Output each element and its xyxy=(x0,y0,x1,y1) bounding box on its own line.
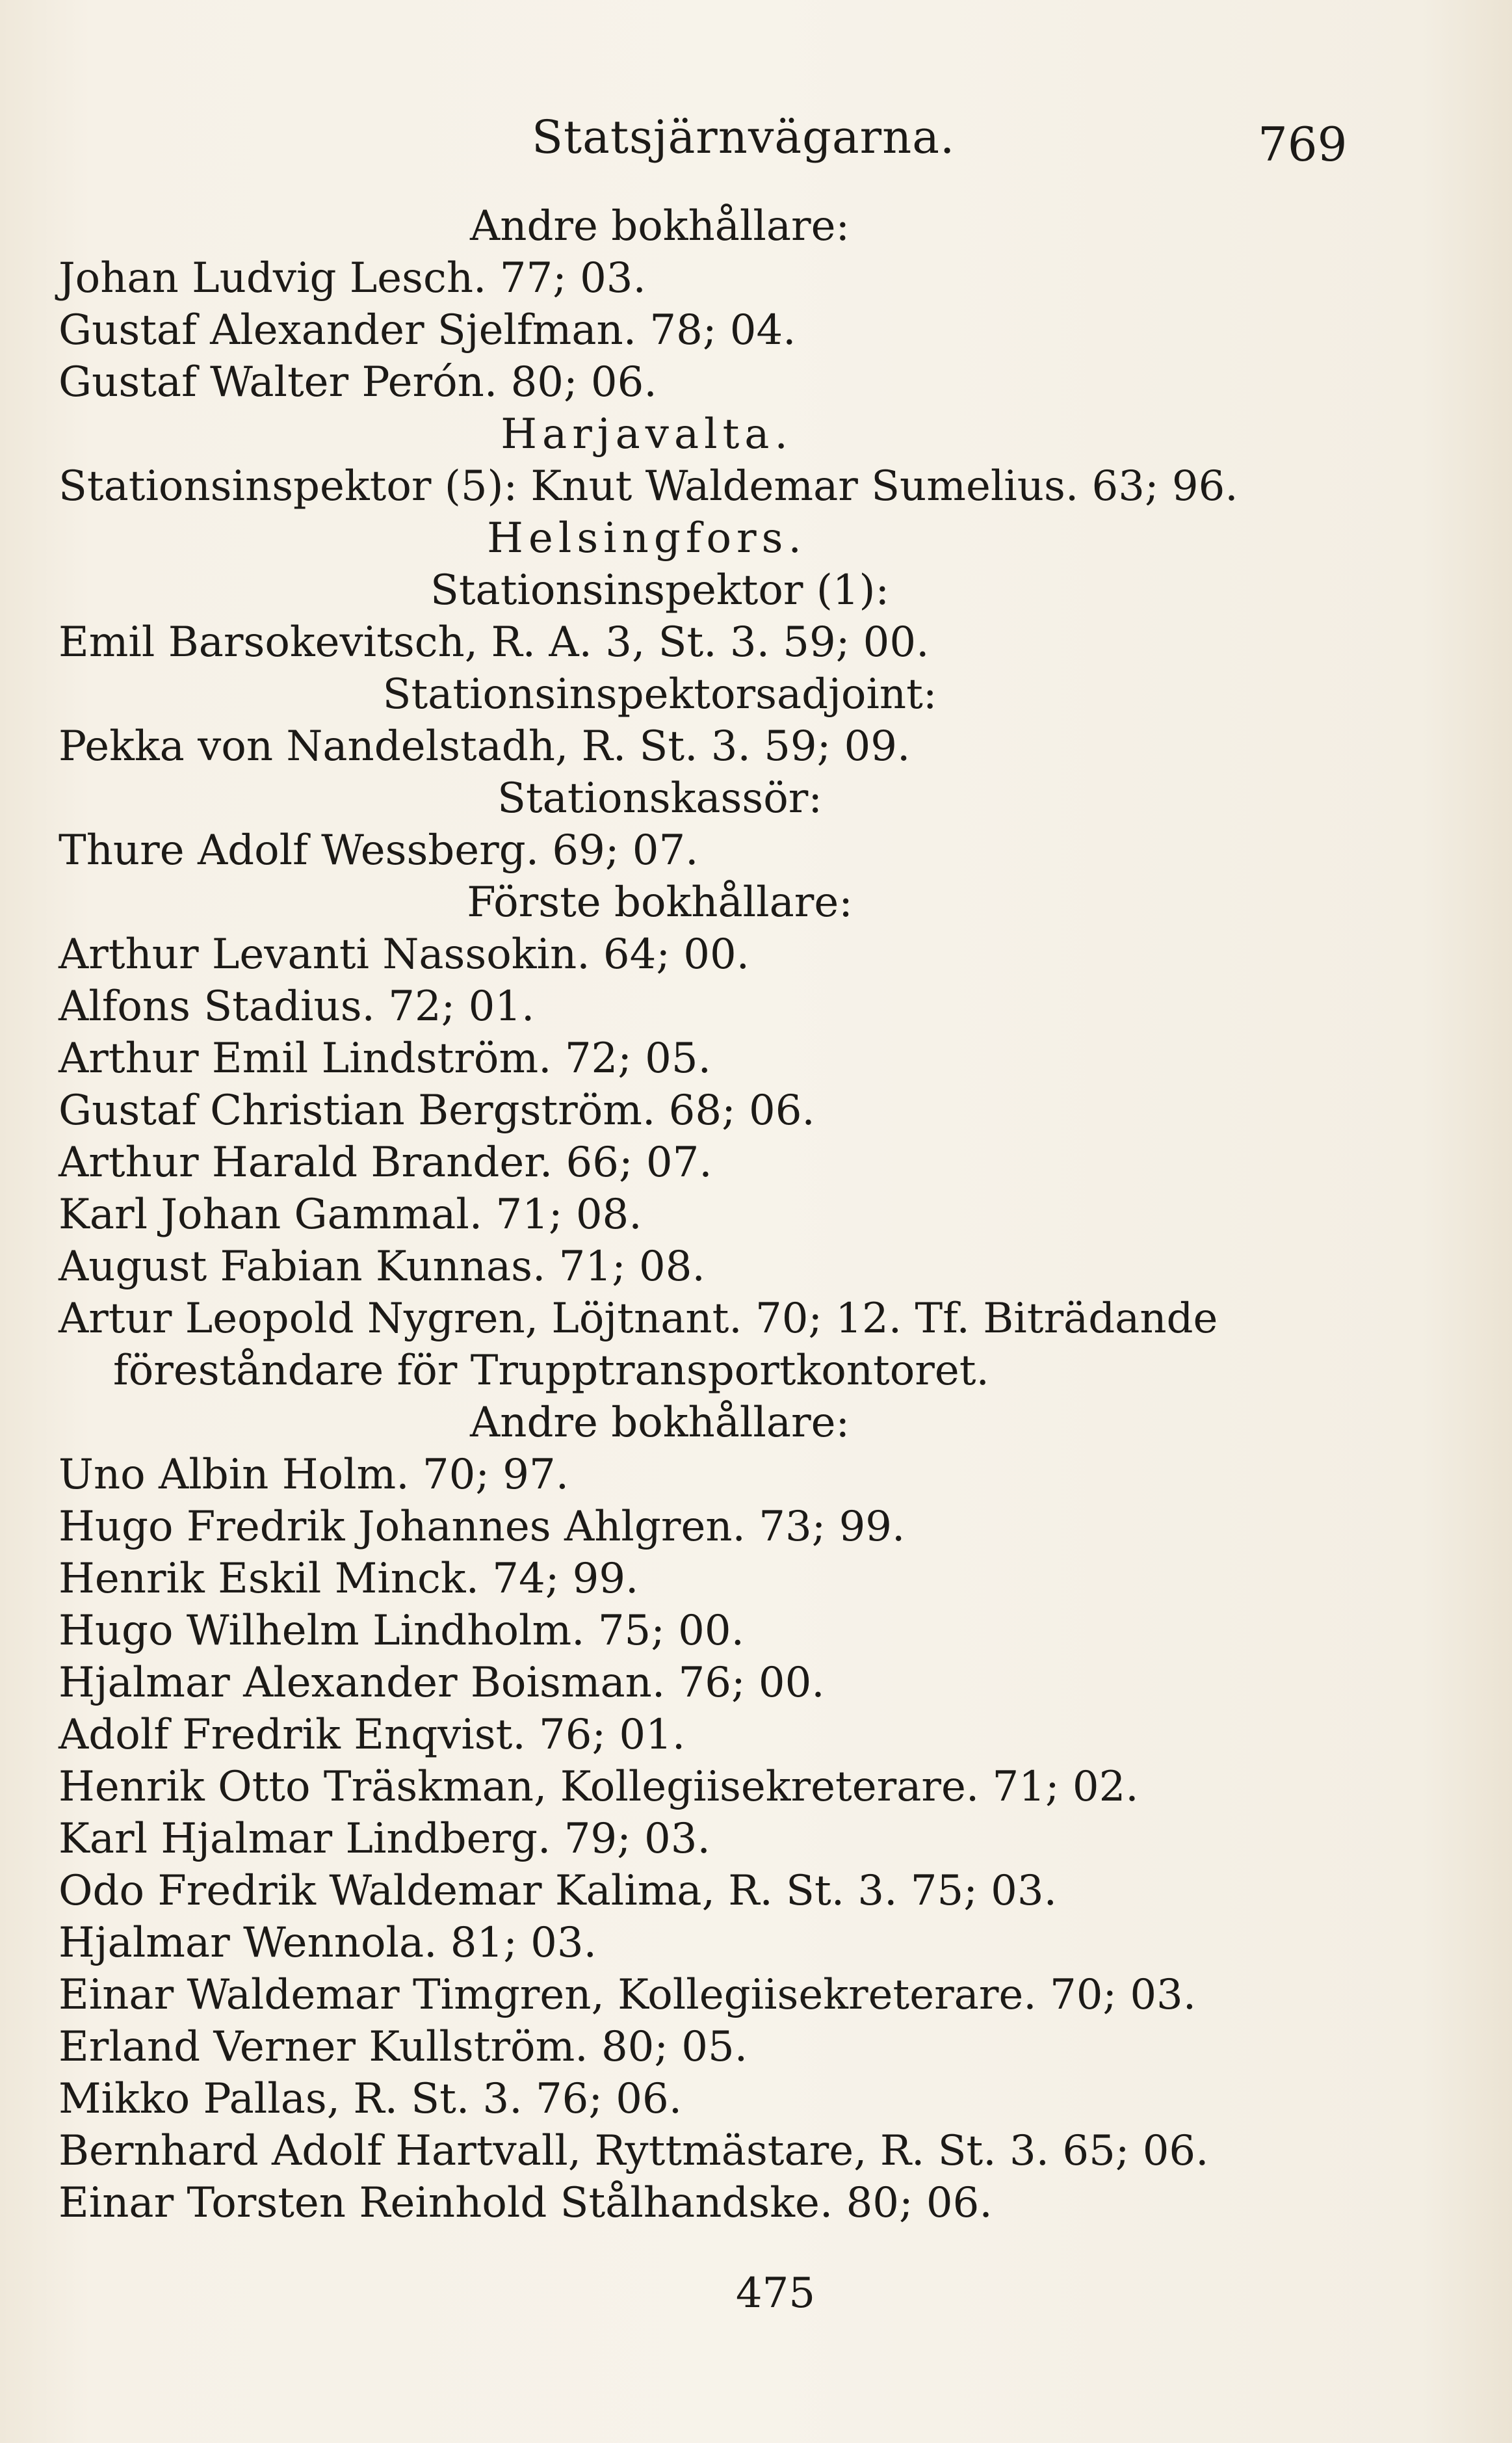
staff-entry: Bernhard Adolf Hartvall, Ryttmästare, R. St. 3. 65; 06. xyxy=(59,2127,1209,2175)
running-head: Statsjärnvägarna. xyxy=(532,111,956,164)
staff-entry: Erland Verner Kullström. 80; 05. xyxy=(59,2023,748,2071)
section-heading: Stationsinspektorsadjoint: xyxy=(382,670,937,719)
page-body xyxy=(59,200,1365,2229)
staff-entry: Arthur Levanti Nassokin. 64; 00. xyxy=(59,931,749,979)
staff-entry: Arthur Harald Brander. 66; 07. xyxy=(59,1139,712,1187)
staff-entry: Johan Ludvig Lesch. 77; 03. xyxy=(59,254,646,302)
staff-entry: August Fabian Kunnas. 71; 08. xyxy=(59,1243,705,1291)
staff-entry: Arthur Emil Lindström. 72; 05. xyxy=(59,1035,711,1083)
station-heading: Harjavalta. xyxy=(501,410,793,458)
staff-entry-continuation: föreståndare för Trupptransportkontoret. xyxy=(113,1347,989,1395)
staff-entry: Hjalmar Alexander Boisman. 76; 00. xyxy=(59,1659,825,1707)
staff-entry: Henrik Eskil Minck. 74; 99. xyxy=(59,1555,639,1603)
signature-mark: 475 xyxy=(735,2269,816,2318)
staff-entry: Artur Leopold Nygren, Löjtnant. 70; 12. Tf. Biträdande xyxy=(59,1295,1218,1343)
staff-entry: Mikko Pallas, R. St. 3. 76; 06. xyxy=(59,2075,683,2123)
page-number: 769 xyxy=(1258,117,1348,172)
section-heading: Andre bokhållare: xyxy=(470,202,850,250)
staff-entry: Gustaf Alexander Sjelfman. 78; 04. xyxy=(59,306,796,354)
staff-entry: Emil Barsokevitsch, R. A. 3, St. 3. 59; 00. xyxy=(59,618,930,667)
section-heading: Andre bokhållare: xyxy=(470,1399,850,1447)
staff-entry: Adolf Fredrik Enqvist. 76; 01. xyxy=(59,1711,686,1759)
staff-entry: Karl Johan Gammal. 71; 08. xyxy=(59,1191,642,1239)
staff-entry: Pekka von Nandelstadh, R. St. 3. 59; 09. xyxy=(59,722,911,771)
section-heading: Stationskassör: xyxy=(497,774,822,823)
staff-entry: Hugo Fredrik Johannes Ahlgren. 73; 99. xyxy=(59,1503,906,1551)
staff-entry: Einar Torsten Reinhold Stålhandske. 80; 06. xyxy=(59,2179,993,2227)
staff-entry: Einar Waldemar Timgren, Kollegiisekreterare. 70; 03. xyxy=(59,1971,1197,2019)
section-heading: Förste bokhållare: xyxy=(467,878,853,927)
staff-entry: Alfons Stadius. 72; 01. xyxy=(59,983,535,1031)
staff-entry: Hugo Wilhelm Lindholm. 75; 00. xyxy=(59,1607,744,1655)
page-header xyxy=(0,98,1512,176)
staff-entry: Gustaf Christian Bergström. 68; 06. xyxy=(59,1087,815,1135)
staff-entry: Karl Hjalmar Lindberg. 79; 03. xyxy=(59,1815,710,1863)
section-heading: Stationsinspektor (1): xyxy=(430,566,890,614)
page-footer xyxy=(0,2269,1512,2318)
staff-entry: Gustaf Walter Perón. 80; 06. xyxy=(59,358,657,406)
staff-entry: Stationsinspektor (5): Knut Waldemar Sumelius. 63; 96. xyxy=(59,462,1238,510)
staff-entry: Henrik Otto Träskman, Kollegiisekreterare. 71; 02. xyxy=(59,1763,1139,1811)
station-heading: Helsingfors. xyxy=(487,514,807,562)
staff-entry: Thure Adolf Wessberg. 69; 07. xyxy=(59,826,699,875)
staff-entry: Uno Albin Holm. 70; 97. xyxy=(59,1451,569,1499)
staff-entry: Hjalmar Wennola. 81; 03. xyxy=(59,1919,597,1967)
staff-entry: Odo Fredrik Waldemar Kalima, R. St. 3. 75; 03. xyxy=(59,1867,1057,1915)
